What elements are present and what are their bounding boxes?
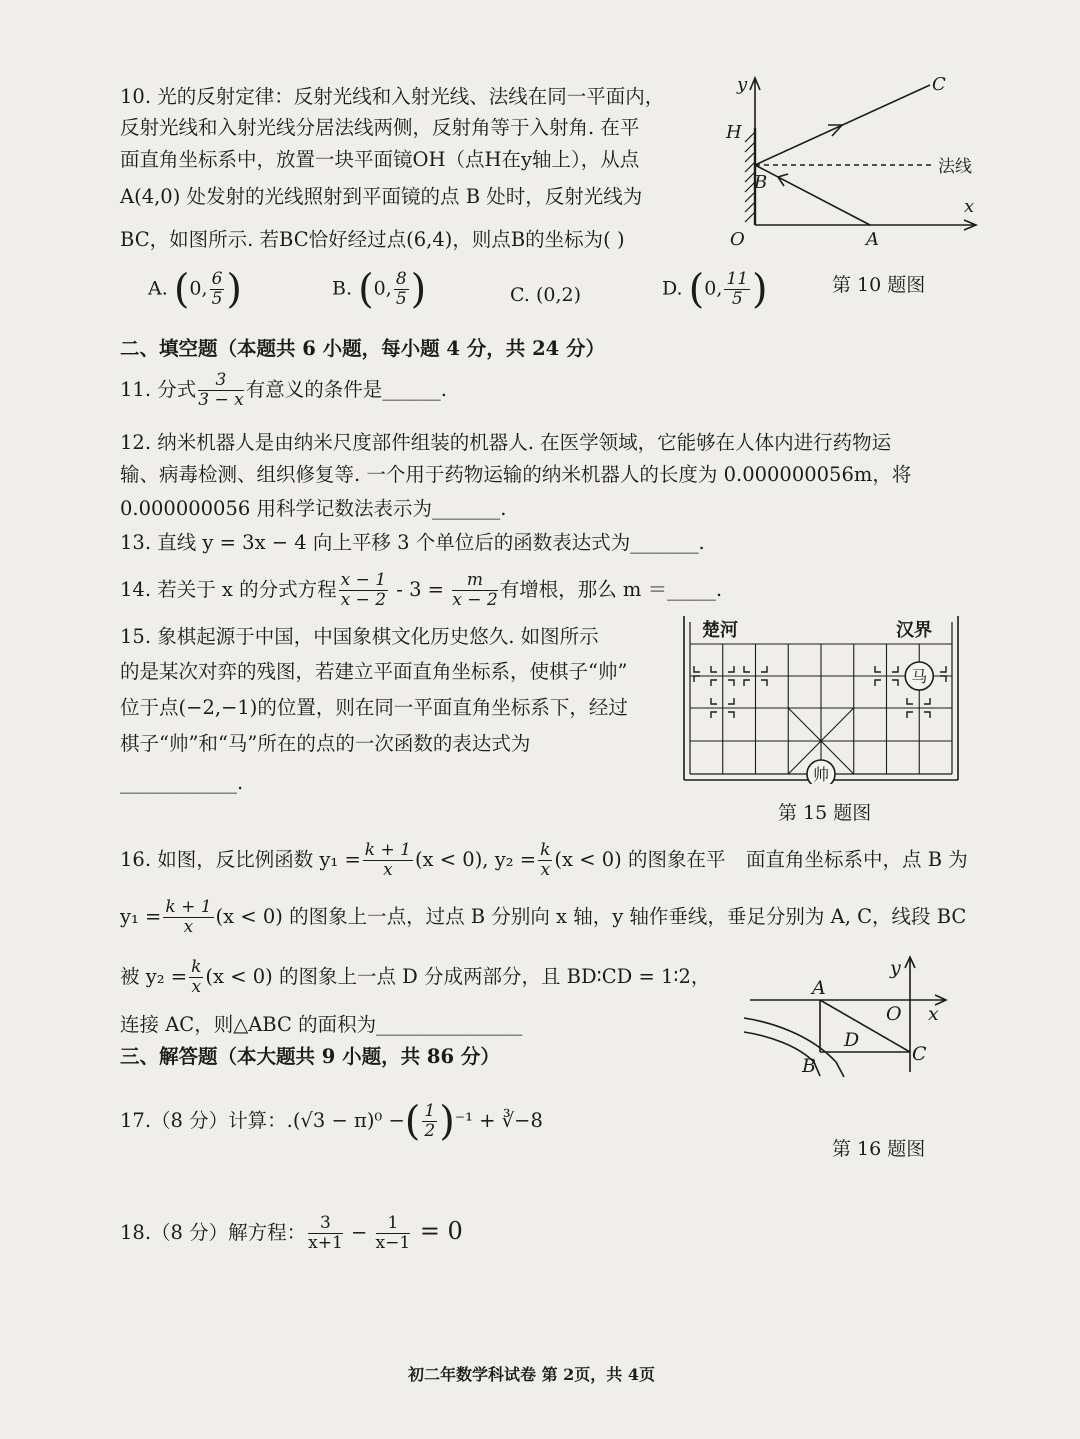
figure-16-label-x: x — [928, 1003, 939, 1025]
figure-15-label-chuhe: 楚河 — [702, 620, 738, 641]
q15-line-2: 的是某次对弈的残图，若建立平面直角坐标系，使棋子“帅” — [120, 660, 628, 683]
q15-line-5: ____________. — [120, 771, 244, 794]
q16-line-2: y₁ = $\frac{k + 1}{x}$ (x < 0) 的图象上一点，过点 B 分别向 x 轴，y 轴作垂线，垂足分别为 A, C，线段 BC — [120, 897, 967, 937]
q10-option-b: B. (0, $\frac{8}{5}$ ) — [332, 266, 427, 313]
q11: 11. 分式 $\frac{3}{3 - x}$ 有意义的条件是______. — [120, 370, 447, 410]
figure-15-caption: 第 15 题图 — [778, 802, 872, 824]
q15-line-4: 棋子“帅”和“马”所在的点的一次函数的表达式为 — [120, 732, 531, 755]
figure-15-horse-label: 马 — [911, 667, 928, 686]
q12-line-3: 0.000000056 用科学记数法表示为_______. — [120, 497, 507, 520]
section-2-heading: 二、填空题（本题共 6 小题，每小题 4 分，共 24 分） — [120, 337, 606, 360]
figure-10-label-a: A — [866, 229, 879, 250]
q18: 18.（8 分）解方程： $\frac{3}{x+1}$ − $\frac{1}{x-1}$ = 0 — [120, 1213, 463, 1253]
figure-16-label-b: B — [802, 1055, 816, 1077]
figure-10-label-o: O — [730, 229, 745, 250]
figure-10-label-h: H — [726, 122, 742, 143]
figure-10-caption: 第 10 题图 — [832, 274, 926, 296]
figure-16-label-a: A — [812, 977, 826, 999]
q16-line-1: 16. 如图，反比例函数 y₁ = $\frac{k + 1}{x}$ (x < 0), y₂ = $\frac{k}{x}$ (x < 0) 的图象在平 — [120, 840, 726, 880]
figure-16-label-d: D — [844, 1029, 860, 1051]
q10-line-1: 10. 光的反射定律：反射光线和入射光线、法线在同一平面内， — [120, 85, 665, 108]
q10-line-4: A(4,0) 处发射的光线照射到平面镜的点 B 处时，反射光线为 — [120, 185, 643, 208]
figure-16-caption: 第 16 题图 — [832, 1138, 926, 1160]
figure-10-label-c: C — [932, 74, 946, 95]
q16-line-3: 被 y₂ = $\frac{k}{x}$ (x < 0) 的图象上一点 D 分成两部分，且 BD∶CD = 1∶2， — [120, 957, 711, 997]
q17: 17.（8 分）计算：.(√3 − π)⁰ −( $\frac{1}{2}$ )⁻¹ + ∛−8 — [120, 1098, 543, 1145]
q10-option-a: A. (0, $\frac{6}{5}$ ) — [148, 266, 242, 313]
q10-line-5: BC，如图所示. 若BC恰好经过点(6,4)，则点B的坐标为( ) — [120, 228, 625, 251]
q16-line-1-cont: 面直角坐标系中，点 B 为 — [746, 848, 968, 871]
figure-10 — [720, 70, 990, 255]
q10-option-d: D. (0, $\frac{11}{5}$ ) — [662, 266, 768, 313]
q15-line-3: 位于点(−2,−1)的位置，则在同一平面直角坐标系下，经过 — [120, 696, 628, 719]
figure-10-label-y: y — [737, 74, 748, 95]
figure-10-ray-ab — [755, 165, 870, 225]
figure-10-axes — [750, 78, 976, 230]
section-3-heading: 三、解答题（本大题共 9 小题，共 86 分） — [120, 1045, 500, 1068]
figure-16 — [740, 952, 970, 1082]
q12-line-2: 输、病毒检测、组织修复等. 一个用于药物运输的纳米机器人的长度为 0.000000056m，将 — [120, 463, 912, 486]
q10-option-c: C. (0,2) — [510, 284, 581, 306]
figure-16-label-c: C — [912, 1043, 927, 1065]
q15-line-1: 15. 象棋起源于中国，中国象棋文化历史悠久. 如图所示 — [120, 625, 599, 648]
figure-10-label-b: B — [754, 172, 768, 193]
figure-10-normal-label: 法线 — [938, 157, 972, 177]
q12-line-1: 12. 纳米机器人是由纳米尺度部件组装的机器人. 在医学领域，它能够在人体内进行药物运 — [120, 431, 892, 454]
figure-16-label-o: O — [886, 1003, 902, 1025]
q13: 13. 直线 y = 3x − 4 向上平移 3 个单位后的函数表达式为_______. — [120, 531, 705, 554]
figure-10-label-x: x — [964, 196, 975, 217]
figure-16-label-y: y — [890, 957, 901, 979]
q16-line-4: 连接 AC，则△ABC 的面积为_______________ — [120, 1013, 523, 1036]
q10-line-2: 反射光线和入射光线分居法线两侧，反射角等于入射角. 在平 — [120, 116, 640, 139]
q10-line-3: 面直角坐标系中，放置一块平面镜OH（点H在y轴上），从点 — [120, 148, 640, 171]
figure-15-chess-board — [680, 612, 962, 784]
figure-15-label-hanjie: 汉界 — [896, 620, 932, 641]
q14: 14. 若关于 x 的分式方程 $\frac{x - 1}{x - 2}$ - 3 = $\frac{m}{x - 2}$ 有增根，那么 m ＝_____. — [120, 570, 723, 610]
page-footer: 初二年数学科试卷 第 2页，共 4页 — [408, 1365, 655, 1384]
figure-15-general-label: 帅 — [812, 765, 830, 784]
